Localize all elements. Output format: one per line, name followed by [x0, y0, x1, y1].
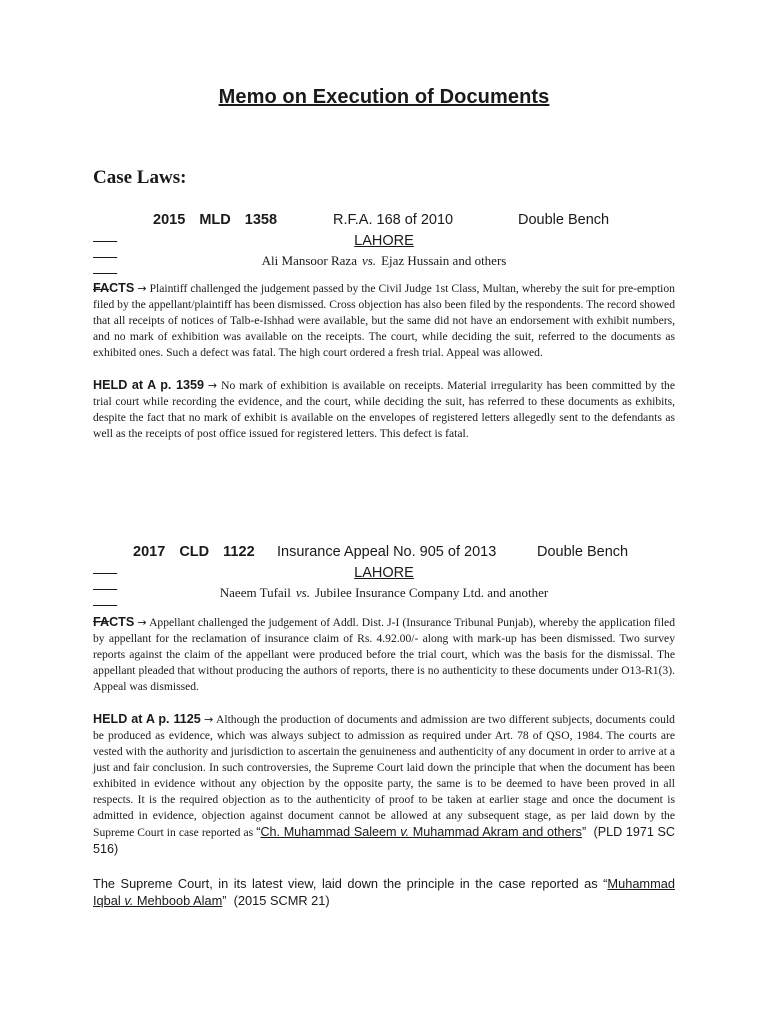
quote-close: ”: [581, 825, 587, 839]
reference-party-a: Ch. Muhammad Saleem: [260, 825, 397, 839]
held-paragraph: [93, 711, 675, 858]
reference-citation: (2015 SCMR 21): [233, 892, 330, 908]
case-parties: [93, 584, 675, 602]
closing-text: The Supreme Court, in its latest view, laid down the principle in the case reported as “: [93, 876, 608, 891]
reference-party-b: Muhammad Akram and others: [412, 825, 582, 839]
quote-open: “: [256, 825, 261, 839]
facts-text: Plaintiff challenged the judgement passed by the Civil Judge 1st Class, Multan, whereby the suit for pre-emption filed by the appellant/plaintiff has been dismissed. Cross objection has also been filed by the respondents. The record showed that all receipts of notices of Talb-e-Ishhad were available, but the same did not have an endorsement with exhibit numbers, and no mark of exhibition was available on the receipts. The court, while deciding the suit, referred to the documents as exhibited ones. Such a defect was fatal. The high court ordered a fresh trial. Appeal was allowed.: [93, 282, 675, 359]
quote-close: ”: [222, 892, 227, 908]
party-a: Ali Mansoor Raza: [261, 253, 357, 268]
appeal-number: Insurance Appeal No. 905 of 2013: [277, 544, 497, 560]
appeal-number: R.F.A. 168 of 2010: [333, 212, 454, 228]
facts-label: FACTS: [93, 615, 135, 629]
bench-type: Double Bench: [537, 544, 629, 560]
bench-type: Double Bench: [518, 212, 610, 228]
reference-party-a: Muhammad Iqbal: [93, 876, 675, 908]
case-parties: [93, 252, 675, 270]
facts-text: Appellant challenged the judgement of Addl. Dist. J-I (Insurance Tribunal Punjab), whereby the application filed by appellant for the reclamation of insurance claim of Rs. 4.92.00/- along with mark-up has been dismissed. Two survey reports against the claim of the appellant were produced before the trial court, which was the basis for the dismissal. The appellant pleaded that without producing the authors of reports, there is no authenticity to these documents under O13-R1(3). Appeal was dismissed.: [93, 616, 675, 693]
held-text: No mark of exhibition is available on receipts. Material irregularity has been committed by the trial court while recording the evidence, and the court, while deciding the suit, has referred to these documents as exhibits, despite the fact that no mark of exhibit is available on the envelopes of registered letters allegedly sent to the defendants as well as the receipts of post office issued for registered letters. This defect is fatal.: [93, 379, 675, 440]
section-heading-case-laws: Case Laws:: [93, 167, 187, 188]
closing-paragraph: [93, 876, 675, 909]
arrow-right-icon: →: [204, 713, 214, 726]
held-label: HELD at A p. 1359: [93, 378, 204, 392]
party-a: Naeem Tufail: [219, 585, 291, 600]
party-b: Jubilee Insurance Company Ltd. and another: [315, 585, 549, 600]
held-text: Although the production of documents and admission are two different subjects, documents could be produced as evidence, which was always subject to admission as required under Art. 78 of QSO, 1984. The courts are vested with the authority and jurisdiction to ascertain the genuineness and authenticity of any document in order to arrive at a just and fair conclusion. In such controversies, the Supreme Court laid down the principle that when the document has been exhibited in evidence without any objection by the opposite party, the same is to be deemed to have been proved in all respects. It is the required objection as to the authenticity of proof to be taken at earlier stage and once the document is admitted in evidence, objection against document cannot be allowed at any subsequent stage, as per laid down by the Supreme Court in case reported as: [93, 713, 675, 839]
held-paragraph: [93, 377, 675, 442]
arrow-right-icon: →: [207, 379, 218, 392]
versus-label: vs.: [361, 253, 377, 268]
arrow-right-icon: →: [137, 616, 147, 629]
court-name: LAHORE: [354, 565, 414, 581]
arrow-right-icon: →: [137, 282, 147, 295]
court-name: LAHORE: [354, 233, 414, 249]
case-citation-line: [93, 544, 675, 564]
case-citation-line: [93, 212, 675, 232]
facts-paragraph: [93, 614, 675, 695]
case-entry: [93, 212, 675, 442]
document-page: [93, 0, 675, 1024]
held-label: HELD at A p. 1125: [93, 712, 201, 726]
reference-citation: (PLD 1971 SC 516): [93, 825, 676, 856]
case-entry: [93, 544, 675, 858]
reference-versus: v.: [124, 892, 134, 908]
reference-party-b: Mehboob Alam: [136, 892, 223, 908]
reference-versus: v.: [400, 825, 410, 839]
party-b: Ejaz Hussain and others: [381, 253, 507, 268]
citation-number: 2015 MLD 1358: [153, 212, 278, 228]
facts-paragraph: [93, 280, 675, 361]
document-title: Memo on Execution of Documents: [218, 86, 550, 108]
citation-number: 2017 CLD 1122: [133, 544, 255, 560]
versus-label: vs.: [295, 585, 310, 600]
facts-label: FACTS: [93, 281, 135, 295]
